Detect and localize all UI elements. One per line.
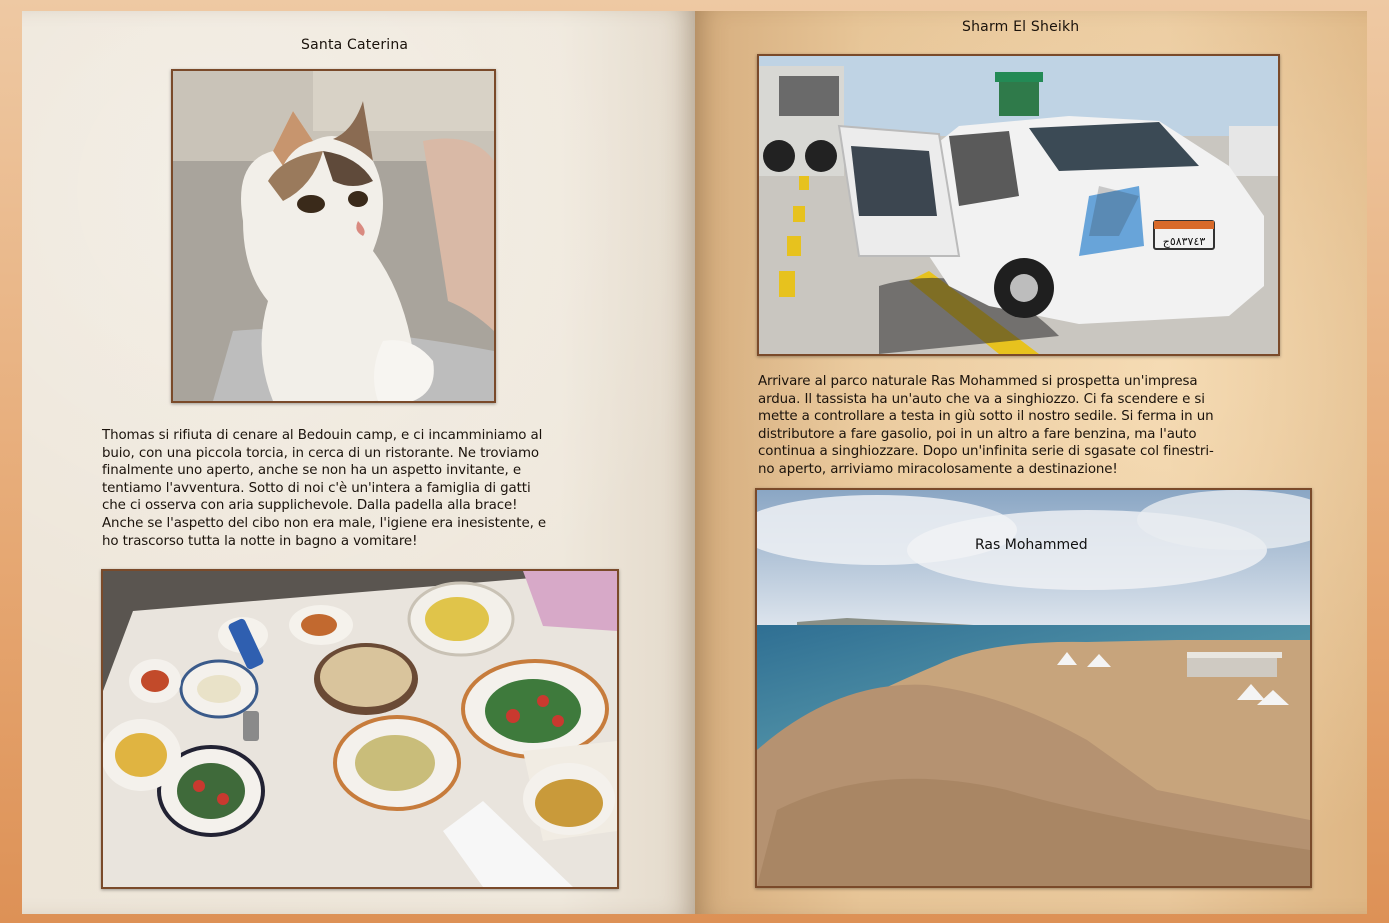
story-line: mette a controllare a testa in giù sotto il nostro sedile. Si ferma in un (758, 409, 1214, 425)
story-line: tentiamo l'avventura. Sotto di noi c'è un'intera a famiglia di gatti (102, 480, 531, 496)
story-line: che ci osserva con aria supplichevole. Dalla padella alla brace! (102, 498, 518, 514)
story-line: finalmente uno aperto, anche se non ha un aspetto invitante, e (102, 463, 522, 479)
story-line: ho trascorso tutta la notte in bagno a vomitare! (102, 533, 418, 549)
license-plate-text: ٥٨٣٧٤٣ج (1162, 235, 1206, 248)
story-line: buio, con una piccola torcia, in cerca di un ristorante. Ne troviamo (102, 445, 540, 461)
food-photo (101, 569, 619, 889)
right-page (695, 11, 1367, 914)
story-line: Thomas si rifiuta di cenare al Bedouin camp, e ci incamminiamo al (102, 428, 543, 443)
ras-mohammed-photo (755, 488, 1312, 888)
food-table-illustration (103, 571, 617, 887)
cat-photo (171, 69, 496, 403)
left-page-story (102, 427, 546, 550)
left-page-title: Santa Caterina (301, 37, 409, 53)
story-line: continua a singhiozzare. Dopo un'infinita serie di sgasate col finestri- (758, 444, 1214, 460)
cat-illustration (173, 71, 494, 401)
story-line: distributore a fare gasolio, poi in un altro a fare benzina, ma l'auto (758, 426, 1197, 442)
left-page (22, 11, 695, 914)
story-line: ardua. Il tassista ha un'auto che va a singhiozzo. Ci fa scendere e si (758, 391, 1205, 407)
story-line: Arrivare al parco naturale Ras Mohammed si prospetta un'impresa (758, 374, 1198, 389)
story-line: Anche se l'aspetto del cibo non era male, l'igiene era inesistente, e (102, 515, 547, 531)
right-page-title: Sharm El Sheikh (962, 19, 1080, 35)
taxi-photo (757, 54, 1280, 356)
story-line: no aperto, arriviamo miracolosamente a destinazione! (758, 461, 1118, 477)
right-page-story (758, 373, 1214, 479)
landscape-caption: Ras Mohammed (975, 537, 1088, 553)
taxi-illustration (759, 56, 1278, 354)
